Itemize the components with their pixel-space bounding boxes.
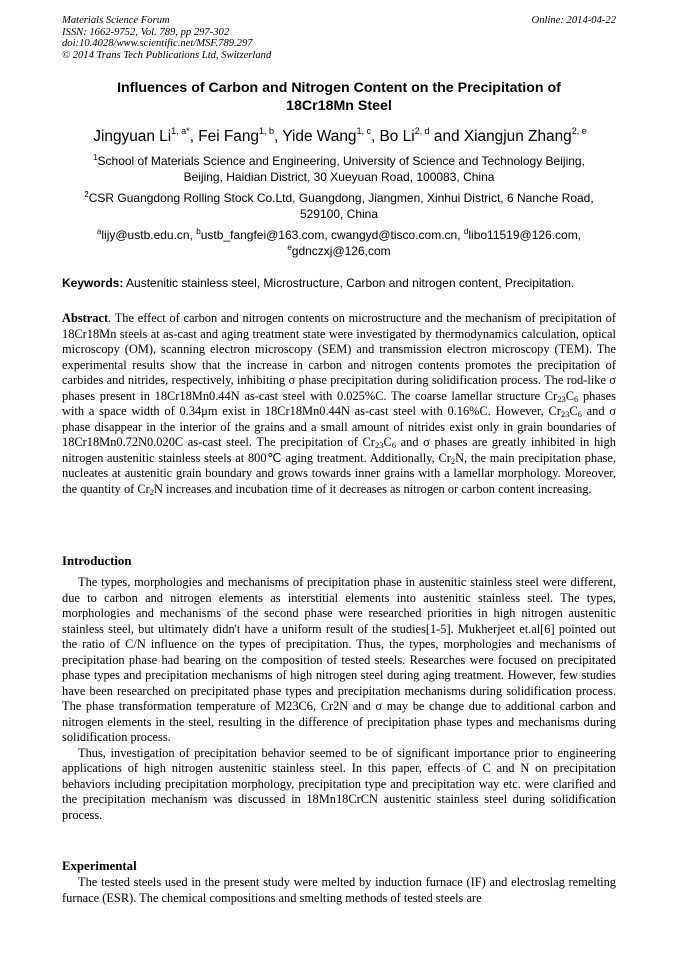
author-separator: and (429, 128, 464, 145)
experimental-heading: Experimental (62, 859, 137, 873)
subscript: 2 (450, 455, 456, 466)
email-address[interactable]: ustb_fangfei@163.com, cwangyd@tisco.com.cn, (200, 228, 461, 242)
affiliation-text: School of Materials Science and Engineering, University of Science and Technology Beijing, (97, 154, 585, 168)
subscript: 6 (573, 393, 579, 404)
paper-title (62, 80, 616, 115)
affiliation-text: CSR Guangdong Rolling Stock Co.Ltd, Guangdong, Jiangmen, Xinhui District, 6 Nanche Road, (88, 191, 594, 205)
author-sup: 1, c (356, 126, 371, 136)
affiliation-sup: 2 (84, 190, 89, 199)
author-name: Bo Li (379, 128, 415, 145)
abstract-text: . The effect of carbon and nitrogen contents on microstructure and the mechanism of precipitation of 18Cr18Mn steels at as-cast and aging treatment state were investigated by thermodynamics calculation, optical microscopy (OM), scanning electron microscopy (SEM) and transmission electron microscopy (TEM). The experimental results show that the increase in carbon and nitrogen contents promotes the precipitation of carbides and nitrides, respectively, inhibiting σ phase precipitation during solidification process. The rod-like σ phases present in 18Cr18Mn0.44N as-cast steel with 0.025%C. The coarse lamellar structure Cr (62, 311, 616, 403)
abstract-text: and σ phases are greatly inhibited in high nitrogen austenitic stainless steels at 800℃ aging treatment. Additionally, Cr (62, 435, 616, 465)
introduction-paragraph: The types, morphologies and mechanisms of precipitation phase in austenitic stainless steel were different, due to carbon and nitrogen elements as interstitial elements into austenitic stainless steel. The types, morphologies and mechanisms of the second phase were researched priorities in high nitrogen austenitic stainless steel, but ultimately didn't have a uniform result of the studies[1-5]. Mukherjeet et.al[6] pointed out the ratio of C/N influence on the types of precipitation. Thus, the types, morphologies and mechanisms of precipitation phase had bearing on the composition of tested steels. Researches were focused on precipitated phase types and precipitation mechanisms of high nitrogen steel during aging treatment. However, few studies have been researched on precipitated phase types and precipitation mechanisms during solidification process. The phase transformation temperature of M23C6, Cr2N and σ may be change due to additional carbon and nitrogen elements in the steel, resulting in the difference of precipitation phase types and mechanisms during solidification process. (62, 575, 616, 744)
title-line-2: 18Cr18Mn Steel (286, 97, 392, 114)
doi-line: doi:10.4028/www.scientific.net/MSF.789.297 (62, 38, 253, 50)
abstract-text: C (569, 404, 578, 418)
author-separator: , (189, 128, 199, 145)
journal-name: Materials Science Forum (62, 15, 170, 26)
email-list (62, 228, 616, 259)
keywords-text: Austenitic stainless steel, Microstructure, Carbon and nitrogen content, Precipitation. (123, 276, 575, 290)
issn-line: ISSN: 1662-9752, Vol. 789, pp 297-302 (62, 26, 230, 38)
corresponding-mark: * (186, 126, 190, 136)
email-address[interactable]: gdnczxj@126,com (291, 243, 391, 258)
experimental-paragraph: The tested steels used in the present study were melted by induction furnace (IF) and electroslag remelting furnace (ESR). The chemical compositions and smelting methods of tested steels are (62, 875, 616, 905)
abstract-text: C (565, 388, 574, 403)
affiliation-text: Beijing, Haidian District, 30 Xueyuan Road, 100083, China (183, 169, 495, 184)
keywords (62, 275, 622, 291)
abstract-text: phases with a space width of 0.34μm exist in 18Cr18Mn0.44N as-cast steel with 0.16%C. However, Cr (62, 388, 616, 418)
online-date: Online: 2014-04-22 (531, 15, 616, 26)
abstract (62, 311, 616, 497)
author-sup: 2, d (414, 126, 430, 136)
introduction-body (62, 575, 616, 823)
subscript: 23 (374, 440, 384, 450)
email-sup: e (287, 242, 292, 252)
subscript: 2 (149, 486, 155, 497)
email-sup: d (463, 227, 469, 236)
author-separator: , (274, 128, 283, 145)
abstract-text: C (383, 435, 392, 449)
author-sup: 2, e (571, 126, 587, 136)
email-sup: b (196, 227, 201, 236)
affiliation-1 (62, 154, 616, 185)
email-address[interactable]: libo11519@126.com, (468, 228, 582, 242)
affiliation-text: 529100, China (299, 206, 379, 221)
experimental-body (62, 875, 616, 906)
abstract-text: and σ phase disappear in the interior of the grains and a small amount of nitrides exist only in grain boundaries of 18Cr18Mn0.72N0.020C as-cast steel. The precipitation of Cr (62, 404, 617, 449)
introduction-paragraph: Thus, investigation of precipitation behavior seemed to be of significant importance prior to engineering applications of high nitrogen austenitic stainless steel. In this paper, effects of C and N on precipitation behaviors including precipitation morphology, precipitation type and precipitation way etc. were clarified and the precipitation mechanism was discussed in 18Mn18CrCN austenitic stainless steel during solidification process. (62, 745, 616, 822)
subscript: 6 (391, 440, 396, 450)
copyright-line: © 2014 Trans Tech Publications Ltd, Switzerland (62, 49, 272, 61)
affiliation-sup: 1 (93, 153, 98, 162)
author-name: Jingyuan Li (93, 128, 172, 145)
abstract-text: N increases and incubation time of it decreases as nitrogen or carbon content increasing. (154, 481, 592, 496)
journal-header (62, 15, 616, 61)
subscript: 23 (560, 409, 570, 419)
subscript: 6 (577, 409, 582, 419)
author-name: Fei Fang (198, 128, 259, 145)
email-sup: a (96, 227, 102, 236)
author-sup: 1, b (259, 126, 275, 136)
author-sup: 1, a (171, 126, 187, 136)
email-address[interactable]: lijy@ustb.edu.cn, (101, 228, 193, 242)
introduction-heading: Introduction (62, 554, 132, 568)
keywords-label: Keywords: (62, 276, 124, 290)
author-name: Xiangjun Zhang (463, 128, 572, 145)
affiliation-2 (62, 191, 616, 222)
abstract-label: Abstract (62, 311, 109, 325)
author-list (40, 127, 640, 147)
title-line-1: Influences of Carbon and Nitrogen Content on the Precipitation of (117, 80, 561, 96)
abstract-text: N, the main precipitation phase, nucleates at austenitic grain boundary and grows towards inner grains with a lamellar morphology. Moreover, the quantity of Cr (62, 450, 616, 496)
author-separator: , (370, 128, 380, 145)
author-name: Yide Wang (282, 128, 357, 145)
subscript: 23 (557, 393, 566, 404)
